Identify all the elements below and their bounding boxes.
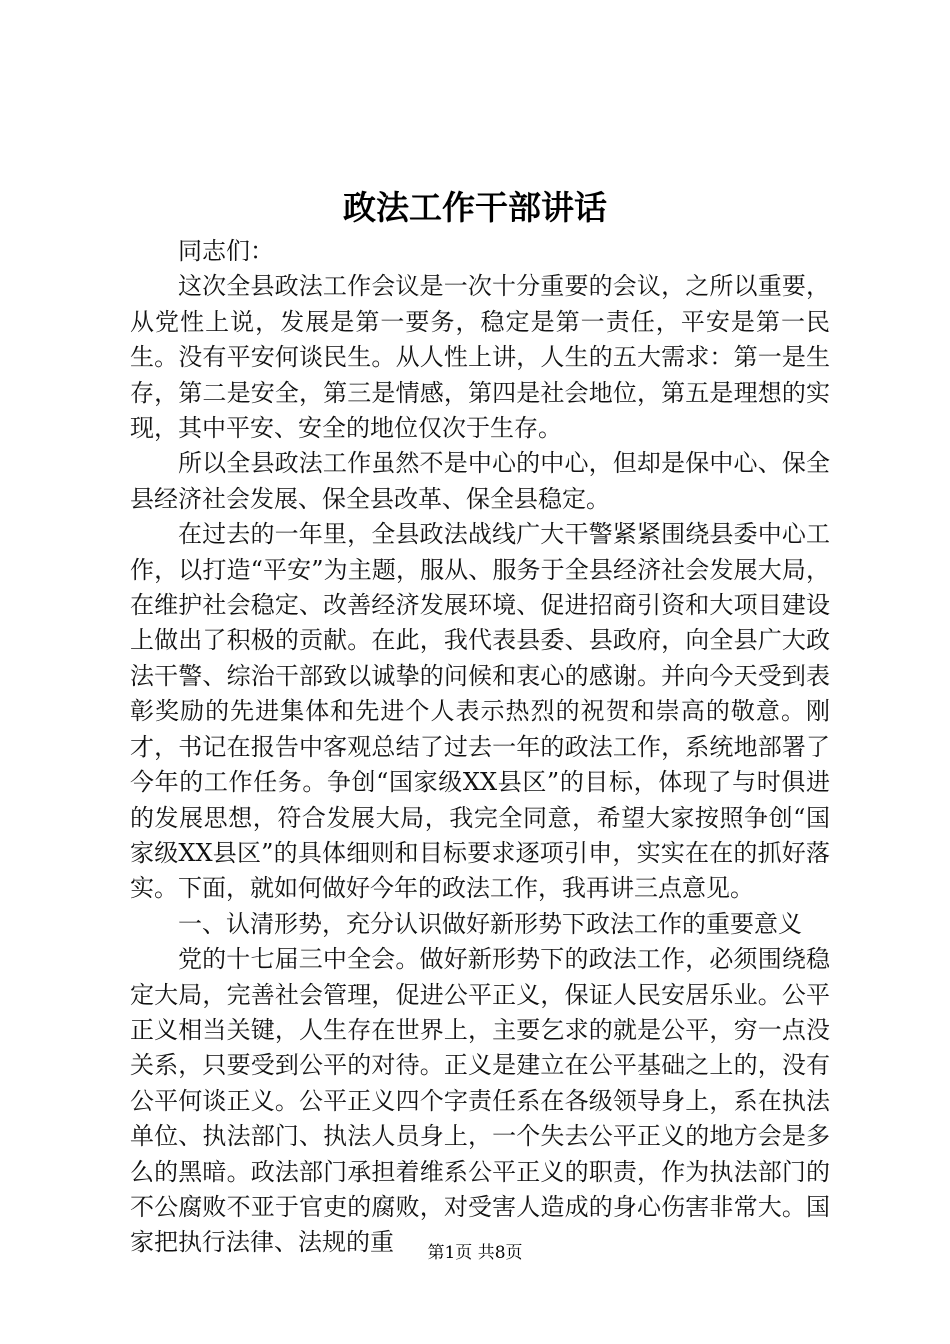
paragraph: 在过去的一年里，全县政法战线广大干警紧紧围绕县委中心工作，以打造“平安”为主题，服从、服务于全县经济社会发展大局，在维护社会稳定、改善经济发展环境、促进招商引资和大项目建设上做出了积极的贡献。在此，我代表县委、县政府，向全县广大政法干警、综治干部致以诚挚的问候和衷心的感谢。并向今天受到表彰奖励的先进集体和先进个人表示热烈的祝贺和崇高的敬意。刚才，书记在报告中客观总结了过去一年的政法工作，系统地部署了今年的工作任务。争创“国家级XX县区”的目标，体现了与时俱进的发展思想，符合发展大局，我完全同意，希望大家按照争创“国家级XX县区”的具体细则和目标要求逐项引申，实实在在的抓好落实。下面，就如何做好今年的政法工作，我再讲三点意见。 — [130, 520, 830, 903]
section-heading: 一、认清形势，充分认识做好新形势下政法工作的重要意义 — [178, 909, 802, 938]
document-body — [130, 234, 830, 1261]
paragraph: 所以全县政法工作虽然不是中心的中心，但却是保中心、保全县经济社会发展、保全县改革、保全县稳定。 — [130, 449, 830, 513]
paragraph-salutation: 同志们： — [178, 237, 274, 265]
page-number-footer: 第1页 共8页 — [427, 1243, 523, 1263]
document-title: 政法工作干部讲话 — [343, 188, 607, 227]
paragraph: 这次全县政法工作会议是一次十分重要的会议，之所以重要，从党性上说，发展是第一要务，稳定是第一责任，平安是第一民生。没有平安何谈民生。从人性上讲，人生的五大需求：第一是生存，第二是安全，第三是情感，第四是社会地位，第五是理想的实现，其中平安、安全的地位仅次于生存。 — [130, 272, 830, 443]
paragraph: 党的十七届三中全会。做好新形势下的政法工作，必须围绕稳定大局，完善社会管理，促进公平正义，保证人民安居乐业。公平正义相当关键，人生存在世界上，主要乞求的就是公平，穷一点没关系，只要受到公平的对待。正义是建立在公平基础之上的，没有公平何谈正义。公平正义四个字责任系在各级领导身上，系在执法单位、执法部门、执法人员身上，一个失去公平正义的地方会是多么的黑暗。政法部门承担着维系公平正义的职责，作为执法部门的不公腐败不亚于官吏的腐败，对受害人造成的身心伤害非常大。国家把执行法律、法规的重 — [130, 945, 830, 1257]
